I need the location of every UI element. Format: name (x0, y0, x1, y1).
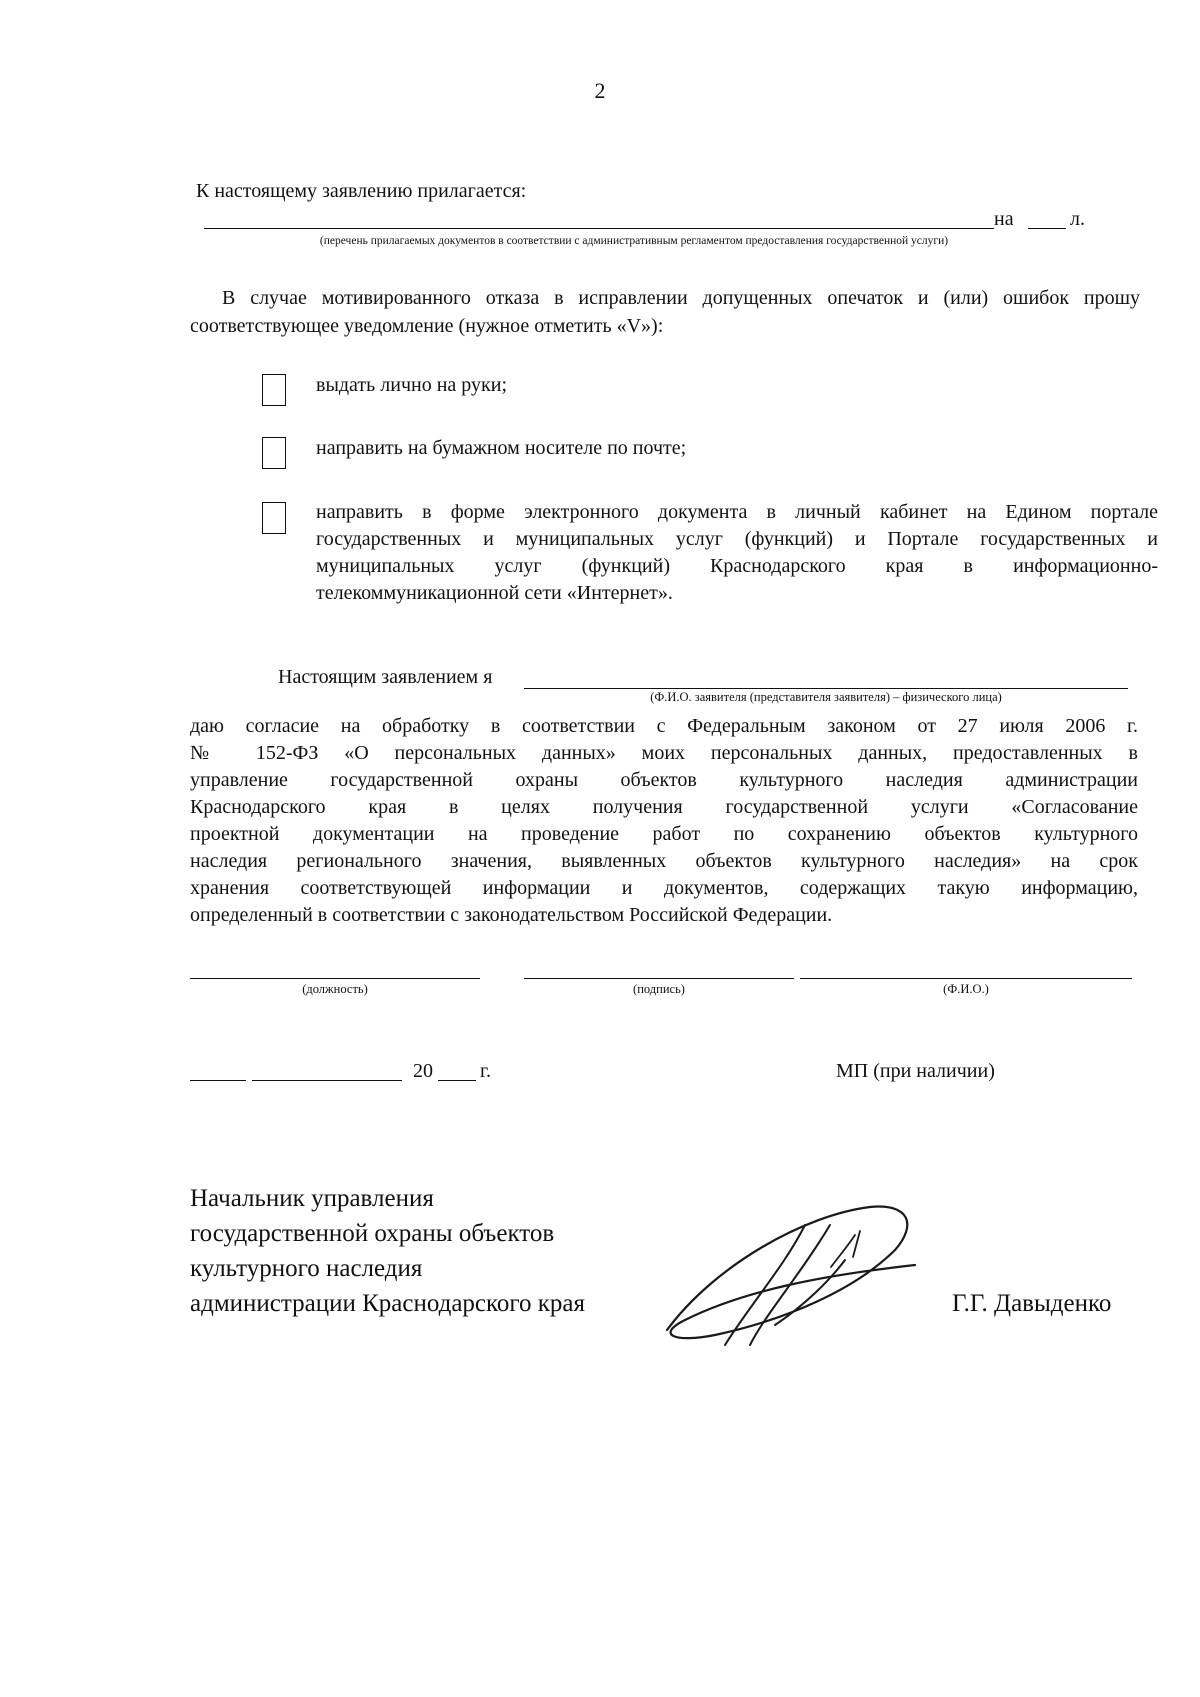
option-checkbox-in-person[interactable] (262, 374, 286, 406)
applicant-name-field[interactable] (524, 688, 1128, 689)
date-year-field[interactable] (438, 1080, 476, 1081)
page-number: 2 (594, 78, 606, 103)
option-checkbox-by-mail[interactable] (262, 437, 286, 469)
attachments-heading: К настоящему заявлению прилагается: (196, 180, 527, 202)
option-label-in-person: выдать лично на руки; (316, 374, 508, 396)
refusal-text-line2: соответствующее уведомление (нужное отметить «V»): (190, 315, 664, 337)
option-label-by-mail: направить на бумажном носителе по почте; (316, 437, 687, 459)
consent-line1: даю согласие на обработку в соответствии с Федеральным законом от 27 июля 2006 г. (190, 715, 1138, 737)
consent-line8: определенный в соответствии с законодательством Российской Федерации. (190, 904, 833, 926)
handwritten-signature (655, 1195, 945, 1355)
official-title-line3: культурного наследия (190, 1255, 423, 1282)
option-label-electronic-line1: направить в форме электронного документа в личный кабинет на Едином портале (316, 501, 1158, 523)
position-field[interactable] (190, 978, 480, 979)
consent-line2: № 152-ФЗ «О персональных данных» моих персональных данных, предоставленных в (190, 742, 1138, 764)
official-title-line1: Начальник управления (190, 1185, 434, 1212)
position-caption: (должность) (302, 982, 368, 996)
consent-lead: Настоящим заявлением я (278, 666, 493, 688)
fio-caption: (Ф.И.О.) (943, 982, 989, 996)
option-label-electronic-line2: государственных и муниципальных услуг (функций) и Портале государственных и (316, 528, 1158, 550)
refusal-text-line1: В случае мотивированного отказа в исправлении допущенных опечаток и (или) ошибок прошу (222, 287, 1140, 309)
consent-line5: проектной документации на проведение работ по сохранению объектов культурного (190, 823, 1138, 845)
signature-caption: (подпись) (633, 982, 685, 996)
date-day-field[interactable] (190, 1080, 246, 1081)
consent-line3: управление государственной охраны объектов культурного наследия администрации (190, 769, 1138, 791)
consent-line4: Краснодарского края в целях получения государственной услуги «Согласование (190, 796, 1138, 818)
attachments-na-label: на (994, 208, 1014, 230)
consent-line6: наследия регионального значения, выявленных объектов культурного наследия» на срок (190, 850, 1138, 872)
official-name: Г.Г. Давыденко (952, 1290, 1112, 1317)
date-month-field[interactable] (252, 1080, 402, 1081)
applicant-name-caption: (Ф.И.О. заявителя (представителя заявителя) – физического лица) (650, 690, 1002, 704)
attachments-list-field[interactable] (204, 228, 994, 229)
option-label-electronic-line4: телекоммуникационной сети «Интернет». (316, 582, 673, 604)
signature-field[interactable] (524, 978, 794, 979)
stamp-note: МП (при наличии) (836, 1060, 995, 1082)
consent-line7: хранения соответствующей информации и документов, содержащих такую информацию, (190, 877, 1138, 899)
official-title-line2: государственной охраны объектов (190, 1220, 555, 1247)
date-year-prefix: 20 (413, 1060, 433, 1082)
option-label-electronic-line3: муниципальных услуг (функций) Краснодарского края в информационно- (316, 555, 1158, 577)
attachments-l-label: л. (1070, 208, 1085, 230)
date-year-suffix: г. (480, 1060, 491, 1082)
option-checkbox-electronic[interactable] (262, 502, 286, 534)
sheet-count-field[interactable] (1028, 228, 1066, 229)
fio-field[interactable] (800, 978, 1132, 979)
attachments-caption: (перечень прилагаемых документов в соответствии с административным регламентом предоставления государственной услуги) (319, 235, 949, 247)
official-title-line4: администрации Краснодарского края (190, 1290, 586, 1317)
